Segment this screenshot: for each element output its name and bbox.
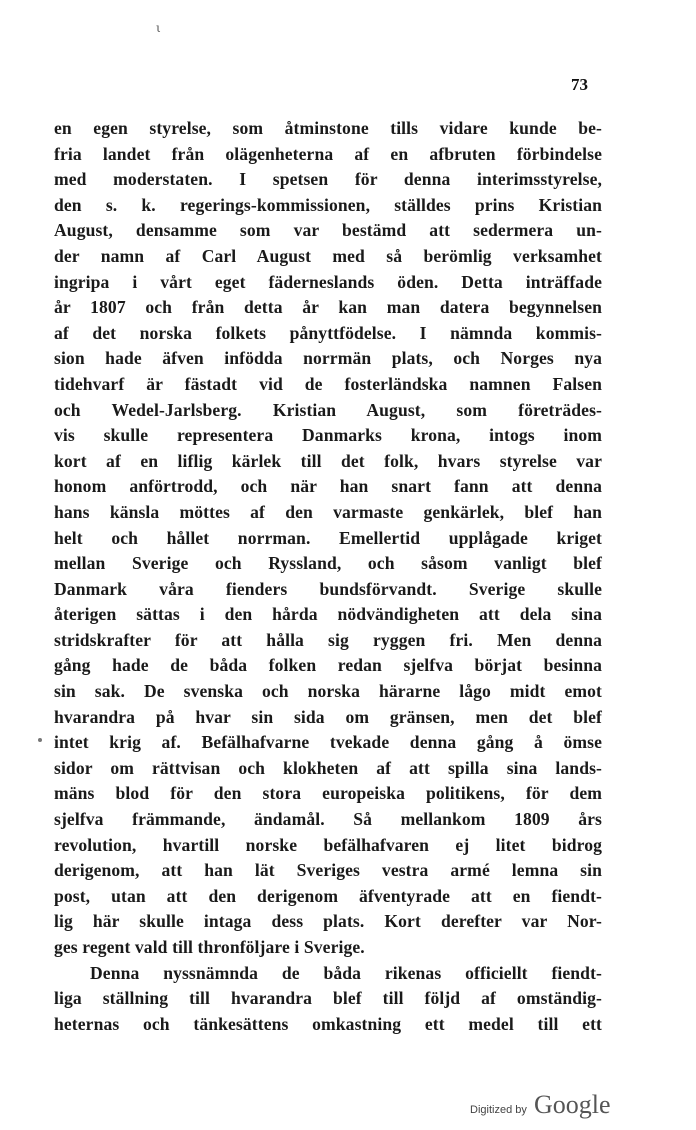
text-line: intet krig af. Befälhafvarne tvekade denna gång å ömse bbox=[54, 732, 602, 753]
text-line: ingripa i vårt eget fäderneslands öden. Detta inträffade bbox=[54, 271, 602, 292]
ink-dot-mark bbox=[38, 738, 42, 742]
text-line: med moderstaten. I spetsen för denna interimsstyrelse, bbox=[54, 169, 602, 190]
text-line-paragraph-end: ges regent vald till thronföljare i Sverige. bbox=[54, 937, 365, 957]
text-line: liga ställning till hvarandra blef till följd af omständig- bbox=[54, 988, 602, 1009]
text-line: lig här skulle intaga dess plats. Kort derefter var Nor- bbox=[54, 911, 602, 932]
page-number: 73 bbox=[571, 75, 588, 94]
text-line: tidehvarf är fästadt vid de fosterländska namnen Falsen bbox=[54, 373, 602, 394]
digitized-by-label: Digitized by bbox=[470, 1104, 527, 1116]
text-line: sin sak. De svenska och norska härarne lågo midt emot bbox=[54, 681, 602, 702]
text-line: Danmark våra fienders bundsförvandt. Sverige skulle bbox=[54, 578, 602, 599]
text-line: post, utan att den derigenom äfventyrade att en fiendt- bbox=[54, 885, 602, 906]
text-line: gång hade de båda folken redan sjelfva börjat besinna bbox=[54, 655, 602, 676]
text-line: hans känsla möttes af den varmaste genkärlek, blef han bbox=[54, 501, 602, 522]
body-text bbox=[54, 116, 602, 1037]
text-line: mäns blod för den stora europeiska politikens, för dem bbox=[54, 783, 602, 804]
text-line: och Wedel-Jarlsberg. Kristian August, som företrädes- bbox=[54, 399, 602, 420]
text-line: vis skulle representera Danmarks krona, intogs inom bbox=[54, 425, 602, 446]
text-line: en egen styrelse, som åtminstone tills vidare kunde be- bbox=[54, 118, 602, 138]
text-line: honom anförtrodd, och när han snart fann att denna bbox=[54, 476, 602, 497]
text-line: återigen sättas i den hårda nödvändigheten att dela sina bbox=[54, 604, 602, 625]
text-line: kort af en liflig kärlek till det folk, hvars styrelse var bbox=[54, 450, 602, 471]
text-line: helt och hållet norrman. Emellertid upplågade kriget bbox=[54, 527, 602, 548]
text-line: der namn af Carl August med så berömlig verksamhet bbox=[54, 245, 602, 266]
google-logo: Google bbox=[534, 1090, 611, 1119]
text-line: hvarandra på hvar sin sida om gränsen, men det blef bbox=[54, 706, 602, 727]
text-line: sidor om rättvisan och klokheten af att spilla sina lands- bbox=[54, 757, 602, 778]
text-line: stridskrafter för att hålla sig ryggen fri. Men denna bbox=[54, 629, 602, 650]
ink-speck-mark: ι bbox=[156, 21, 161, 35]
text-line: sion hade äfven infödda norrmän plats, och Norges nya bbox=[54, 348, 602, 369]
text-line: år 1807 och från detta år kan man datera begynnelsen bbox=[54, 297, 602, 318]
text-line: af det norska folkets pånyttfödelse. I nämnda kommis- bbox=[54, 322, 602, 343]
text-line: derigenom, att han lät Sveriges vestra armé lemna sin bbox=[54, 860, 602, 881]
text-line: fria landet från olägenheterna af en afbruten förbindelse bbox=[54, 143, 602, 164]
text-line: mellan Sverige och Ryssland, och såsom vanligt blef bbox=[54, 553, 602, 574]
text-line: revolution, hvartill norske befälhafvaren ej litet bidrog bbox=[54, 834, 602, 855]
text-line: den s. k. regerings-kommissionen, ställdes prins Kristian bbox=[54, 194, 602, 215]
text-line: sjelfva främmande, ändamål. Så mellankom 1809 års bbox=[54, 809, 602, 830]
text-line: heternas och tänkesättens omkastning ett medel till ett bbox=[54, 1013, 602, 1034]
digitized-by-google-watermark bbox=[470, 1092, 630, 1122]
text-line-paragraph-start: Denna nyssnämnda de båda rikenas officiellt fiendt- bbox=[90, 962, 602, 983]
text-line: August, densamme som var bestämd att sedermera un- bbox=[54, 220, 602, 241]
